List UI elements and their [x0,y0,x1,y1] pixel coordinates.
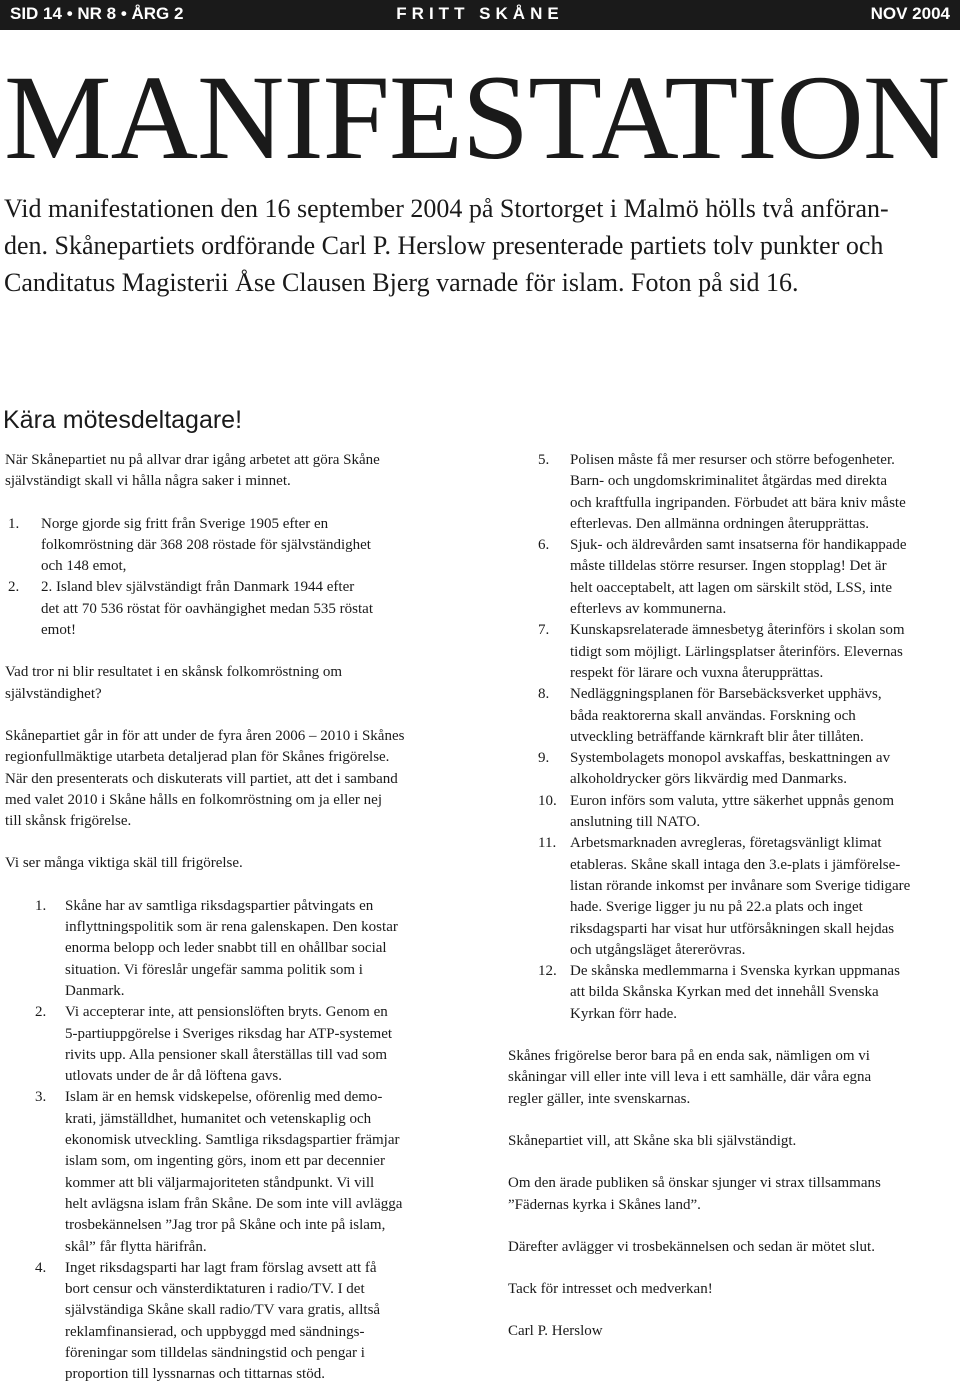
text-line: anslutning till NATO. [570,814,701,831]
item-number: 9. [538,750,550,767]
text-line: det att 70 536 röstat för oavhängighet medan 535 röstat [41,600,373,617]
article-headline: MANIFESTATION [4,51,950,185]
text-line: att bilda Skånska Kyrkan med det innehåll Svenska [570,984,879,1001]
text-line: kommer att bli väljarmajoriteten ståndpunkt. Vi vill [65,1174,375,1191]
text-line: Tack för intresset och medverkan! [508,1281,713,1298]
text-line: reklamfinansierad, och uppbyggd med sändnings- [65,1323,365,1340]
text-line: Carl P. Herslow [508,1323,603,1340]
text-line: När Skånepartiet nu på allvar drar igång arbetet att göra Skåne [5,452,380,468]
text-line: tidigt som möjligt. Lärlingsplatser återinförs. Elevernas [570,643,903,660]
point-item [5,1258,455,1386]
text-line: situation. Vi föreslår ungefär samma politik som i [65,961,363,978]
text-line: emot! [41,622,76,639]
text-line: hade. Sverige ligger ju nu på 22.a plats och inget [570,899,863,916]
text-line: ekonomisk utveckling. Samtliga riksdagspartier främjar [65,1132,400,1149]
text-line: Vi ser många viktiga skäl till frigörelse. [5,855,243,872]
text-line: 2. Island blev självständigt från Danmark 1944 efter [41,579,355,596]
text-line: respekt för lärare och vuxna återupprättas. [570,664,824,681]
text-line: Euron införs som valuta, yttre säkerhet uppnås genom [570,792,895,809]
text-line: Vad tror ni blir resultatet i en skånsk folkomröstning om [5,664,343,681]
text-line: Skåne har av samtliga riksdagspartier påtvingats en [65,897,374,914]
text-line: bort censur och vänsterdiktaturen i radio/TV. I det [65,1281,365,1298]
point-item [508,684,960,748]
item-number: 4. [35,1259,47,1276]
text-line: efterlevs av kommunerna. [570,601,727,618]
point-item [508,450,960,535]
item-number: 7. [538,622,550,639]
history-item [5,577,455,641]
intro-line: Canditatus Magisterii Åse Clausen Bjerg varnade för islam. Foton på sid 16. [4,268,799,297]
item-number: 11. [538,835,557,852]
left-column [5,450,455,1386]
point-item [5,1087,455,1257]
text-line: När den presenterats och diskuterats vill partiet, att det i samband [5,770,398,787]
point-item [508,833,960,961]
paragraph [5,853,455,874]
text-line: Skånepartiet går in för att under de fyra åren 2006 – 2010 i Skånes [5,727,405,744]
item-number: 2. [8,579,20,596]
item-number: 2. [35,1004,47,1021]
point-item [508,791,960,834]
text-line: Inget riksdagsparti har lagt fram förslag avsett att få [65,1259,377,1276]
paragraph [5,450,455,493]
paragraph [508,1173,960,1216]
text-line: båda reaktorerna skall användas. Forskning och [570,707,856,724]
page-issue-info: SID 14 • NR 8 • ÅRG 2 [10,4,184,23]
text-line: Om den ärade publiken så önskar sjunger vi strax tillsammans [508,1175,881,1192]
text-line: Arbetsmarknaden avregleras, företagsvänligt klimat [570,835,882,852]
text-line: med valet 2010 i Skåne hålls en folkomröstning om ja eller nej [5,791,382,808]
text-line: krati, jämställdhet, humanitet och vetenskaplig och [65,1110,372,1127]
text-line: inflyttningspolitik som är rena galenskapen. Den kostar [65,919,398,936]
text-line: proportion till lyssnarnas och tittarnas stöd. [65,1366,325,1383]
point-item [5,896,455,1002]
paragraph [5,726,455,832]
text-line: och utgångsläget återerövras. [570,941,746,958]
item-number: 3. [35,1089,47,1106]
text-line: enorma belopp och leder snabbt till en ohållbar social [65,940,387,957]
point-item [5,1002,455,1087]
paragraph [508,1237,960,1258]
item-number: 1. [35,897,47,914]
text-line: Skånepartiet vill, att Skåne ska bli självständigt. [508,1132,797,1149]
text-line: självständigt skall vi hålla några saker i minnet. [5,473,291,490]
text-line: regler gäller, inte svenskarnas. [508,1090,691,1107]
item-number: 10. [538,792,557,809]
text-line: och 148 emot, [41,558,127,575]
text-line: Islam är en hemsk vidskepelse, oförenlig med demo- [65,1089,383,1106]
article-intro [4,190,959,301]
item-number: 12. [538,963,557,980]
history-item [5,514,455,578]
text-line: riksdagsparti har visat hur utförsåkningen skall hejdas [570,920,895,937]
text-line: Systembolagets monopol avskaffas, beskattningen av [570,750,891,767]
text-line: Norge gjorde sig fritt från Sverige 1905 efter en [41,515,329,532]
text-line: måste tilldelas större resurser. Ingen stopplag! Det är [570,558,887,575]
text-line: skål” får flytta härifrån. [65,1238,207,1255]
text-line: Danmark. [65,982,125,999]
item-number: 8. [538,686,550,703]
issue-date: NOV 2004 [870,4,950,23]
text-line: utlovats under de år då löftena gavs. [65,1068,283,1085]
text-line: alkoholdrycker görs likvärdig med Danmarks. [570,771,848,788]
paragraph [508,1279,960,1300]
speech-salutation: Kära mötesdeltagare! [3,406,243,434]
text-line: till skånsk frigörelse. [5,813,132,830]
text-line: listan rörande inkomst per invånare som Sverige tidigare [570,877,911,894]
point-item [508,620,960,684]
text-line: Barn- och ungdomskriminalitet åtgärdas med direkta [570,473,887,490]
text-line: efterlevas. Den allmänna ordningen återupprättas. [570,515,870,532]
page-header-bar [0,0,960,30]
text-line: etableras. Skåne skall intaga den 3.e-plats i jämförelse- [570,856,901,873]
text-line: föreningar som tilldelas sändningstid och pengar i [65,1344,365,1361]
intro-line: den. Skånepartiets ordförande Carl P. Herslow presenterade partiets tolv punkter och [4,231,884,260]
text-line: ”Fädernas kyrka i Skånes land”. [508,1196,701,1213]
point-item [508,535,960,620]
text-line: Sjuk- och äldrevården samt insatserna för handikappade [570,537,907,554]
text-line: rivits upp. Alla pensioner skall återställas till vad som [65,1046,388,1063]
paragraph [508,1131,960,1152]
text-line: regionfullmäktige utarbeta detaljerad plan för Skånes frigörelse. [5,749,390,766]
text-line: Kunskapsrelaterade ämnesbetyg återinförs i skolan som [570,622,905,639]
text-line: Polisen måste få mer resurser och större befogenheter. [570,452,895,468]
point-item [508,748,960,791]
text-line: De skånska medlemmarna i Svenska kyrkan uppmanas [570,963,900,980]
right-column [508,450,960,1343]
text-line: Skånes frigörelse beror bara på en enda sak, nämligen om vi [508,1048,870,1065]
text-line: helt avlägsna islam från Skåne. De som inte vill avlägga [65,1195,403,1212]
signature [508,1321,960,1342]
text-line: folkomröstning där 368 208 röstade för självständighet [41,536,371,553]
intro-line: Vid manifestationen den 16 september 2004 på Stortorget i Malmö hölls två anföran- [4,194,889,223]
text-line: islam som, om ingenting görs, inom ett par decennier [65,1153,385,1170]
text-line: självständighet? [5,685,102,702]
text-line: utveckling beträffande kärnkraft blir åter tillåten. [570,728,864,745]
text-line: skåningar vill eller inte vill leva i ett samhälle, där våra egna [508,1069,872,1086]
paragraph [5,662,455,705]
text-line: och kraftfulla ingripanden. Förbudet att bära kniv måste [570,494,906,511]
text-line: Vi accepterar inte, att pensionslöften bryts. Genom en [65,1004,388,1021]
item-number: 6. [538,537,550,554]
text-line: självständiga Skåne skall radio/TV vara gratis, alltså [65,1302,381,1319]
text-line: Därefter avlägger vi trosbekännelsen och sedan är mötet slut. [508,1238,875,1255]
text-line: Nedläggningsplanen för Barsebäcksverket upphävs, [570,686,882,703]
text-line: Kyrkan förr hade. [570,1005,678,1022]
publication-name: FRITT SKÅNE [396,4,564,23]
text-line: 5-partiuppgörelse i Sveriges riksdag har ATP-systemet [65,1025,393,1042]
text-line: helt oacceptabelt, att lagen om särskilt stöd, LSS, inte [570,579,893,596]
paragraph [508,1046,960,1110]
item-number: 5. [538,452,550,468]
text-line: trosbekännelsen ”Jag tror på Skåne och inte på islam, [65,1217,386,1234]
point-item [508,961,960,1025]
item-number: 1. [8,515,20,532]
